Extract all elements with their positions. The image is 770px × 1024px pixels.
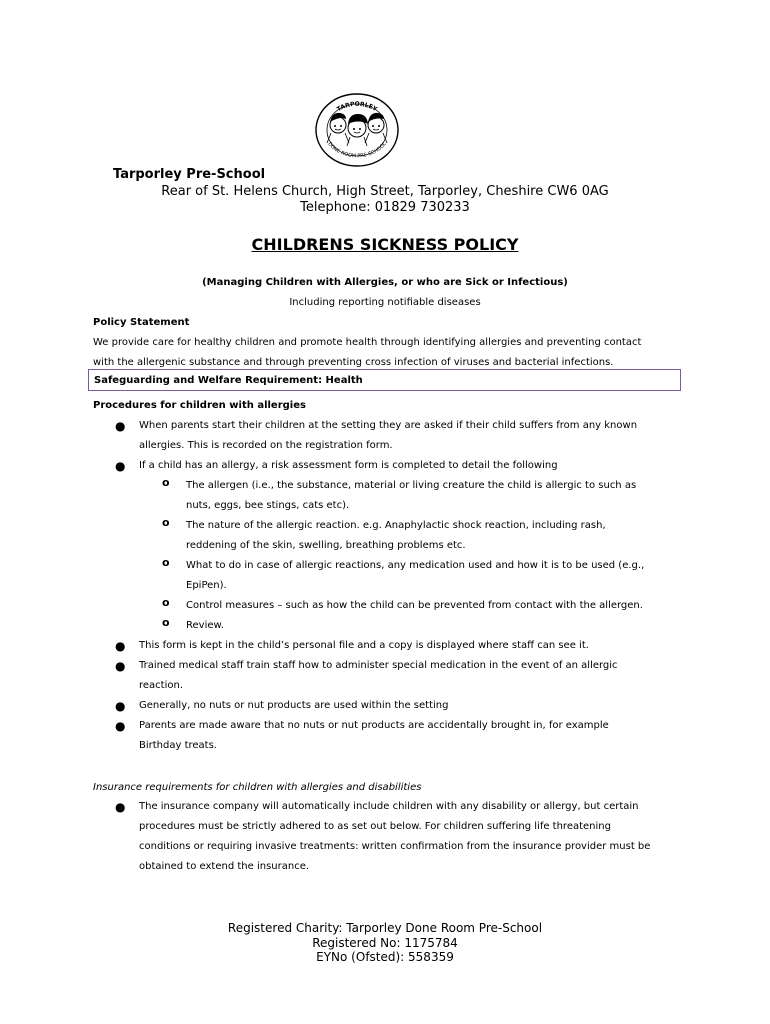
allergies-list xyxy=(93,416,683,756)
org-telephone: Telephone: 01829 730233 xyxy=(300,200,470,215)
allergies-heading-wrap xyxy=(93,400,683,411)
sublist-item-text: EpiPen). xyxy=(186,580,227,591)
sublist-item xyxy=(139,596,683,616)
list-item xyxy=(93,656,683,696)
sublist-item-text: The nature of the allergic reaction. e.g. Anaphylactic shock reaction, including rash, xyxy=(186,520,606,531)
bullet-icon: ● xyxy=(115,699,126,713)
policy-statement-section xyxy=(93,317,683,328)
list-item-text: When parents start their children at the setting they are asked if their child suffers from any known xyxy=(139,420,638,431)
footer-registered-number: Registered No: 1175784 xyxy=(312,936,458,950)
logo-text-top: TARPORLEY xyxy=(335,100,379,114)
policy-statement-heading: Policy Statement xyxy=(93,317,190,328)
list-item-text: Parents are made aware that no nuts or nut products are accidentally brought in, for example xyxy=(139,720,609,731)
list-item-text: Trained medical staff train staff how to administer special medication in the event of an allergic xyxy=(139,660,618,671)
list-item-text: conditions or requiring invasive treatments: written confirmation from the insurance provider must be xyxy=(139,841,651,852)
requirement-text: Safeguarding and Welfare Requirement: Health xyxy=(94,375,363,386)
list-item-text: Birthday treats. xyxy=(139,740,217,751)
list-item-text: The insurance company will automatically include children with any disability or allergy, but certain xyxy=(139,801,639,812)
preschool-logo xyxy=(314,92,400,168)
policy-statement-text xyxy=(93,333,683,373)
policy-subtitle-secondary: Including reporting notifiable diseases xyxy=(289,297,481,308)
list-item xyxy=(93,636,683,656)
insurance-list xyxy=(93,797,683,877)
sublist-item-text: nuts, eggs, bee stings, cats etc). xyxy=(186,500,350,511)
sublist-item-text: Review. xyxy=(186,620,224,631)
policy-statement-line: We provide care for healthy children and promote health through identifying allergies and preventing contact xyxy=(93,337,642,348)
list-item xyxy=(93,716,683,756)
list-item xyxy=(93,696,683,716)
svg-text:DONE ROOM PRE-SCHOOL xyxy=(326,141,387,159)
requirement-box xyxy=(88,369,681,391)
list-item-text: allergies. This is recorded on the registration form. xyxy=(139,440,393,451)
sublist-item-text: The allergen (i.e., the substance, material or living creature the child is allergic to such as xyxy=(186,480,637,491)
bullet-icon: ● xyxy=(115,639,126,653)
org-address: Rear of St. Helens Church, High Street, Tarporley, Cheshire CW6 0AG xyxy=(161,184,609,199)
list-item xyxy=(93,456,683,636)
circle-bullet-icon: o xyxy=(162,616,170,629)
sublist-item xyxy=(139,616,683,636)
logo-text-bottom: DONE ROOM PRE-SCHOOL xyxy=(326,141,388,160)
list-item-text: Generally, no nuts or nut products are used within the setting xyxy=(139,700,449,711)
allergies-heading: Procedures for children with allergies xyxy=(93,400,306,411)
circle-bullet-icon: o xyxy=(162,516,170,529)
policy-subtitle: (Managing Children with Allergies, or who are Sick or Infectious) xyxy=(202,277,568,288)
sublist-item xyxy=(139,516,683,556)
list-item-text: This form is kept in the child’s personal file and a copy is displayed where staff can see it. xyxy=(139,640,589,651)
bullet-icon: ● xyxy=(115,719,126,733)
sublist-item-text: Control measures – such as how the child can be prevented from contact with the allergen. xyxy=(186,600,643,611)
sublist-item-text: reddening of the skin, swelling, breathing problems etc. xyxy=(186,540,466,551)
sublist-item xyxy=(139,556,683,596)
bullet-icon: ● xyxy=(115,800,126,814)
sublist-item xyxy=(139,476,683,516)
risk-assessment-sublist xyxy=(139,476,683,636)
list-item-text: If a child has an allergy, a risk assessment form is completed to detail the following xyxy=(139,460,558,471)
circle-bullet-icon: o xyxy=(162,596,170,609)
circle-bullet-icon: o xyxy=(162,476,170,489)
bullet-icon: ● xyxy=(115,459,126,473)
list-item-text: obtained to extend the insurance. xyxy=(139,861,310,872)
sublist-item-text: What to do in case of allergic reactions, any medication used and how it is to be used (e.g., xyxy=(186,560,645,571)
insurance-heading: Insurance requirements for children with allergies and disabilities xyxy=(93,782,422,793)
bullet-icon: ● xyxy=(115,659,126,673)
circle-bullet-icon: o xyxy=(162,556,170,569)
list-item xyxy=(93,416,683,456)
list-item xyxy=(93,797,683,877)
policy-statement-line: with the allergenic substance and through preventing cross infection of viruses and bacterial infections. xyxy=(93,357,614,368)
list-item-text: reaction. xyxy=(139,680,184,691)
footer-eyno: EYNo (Ofsted): 558359 xyxy=(316,950,454,964)
svg-text:TARPORLEY xyxy=(336,101,379,114)
org-name: Tarporley Pre-School xyxy=(113,167,266,182)
footer-charity: Registered Charity: Tarporley Done Room Pre-School xyxy=(227,921,543,935)
list-item-text: procedures must be strictly adhered to as set out below. For children suffering life threatening xyxy=(139,821,611,832)
bullet-icon: ● xyxy=(115,419,126,433)
policy-title: CHILDRENS SICKNESS POLICY xyxy=(251,235,519,254)
